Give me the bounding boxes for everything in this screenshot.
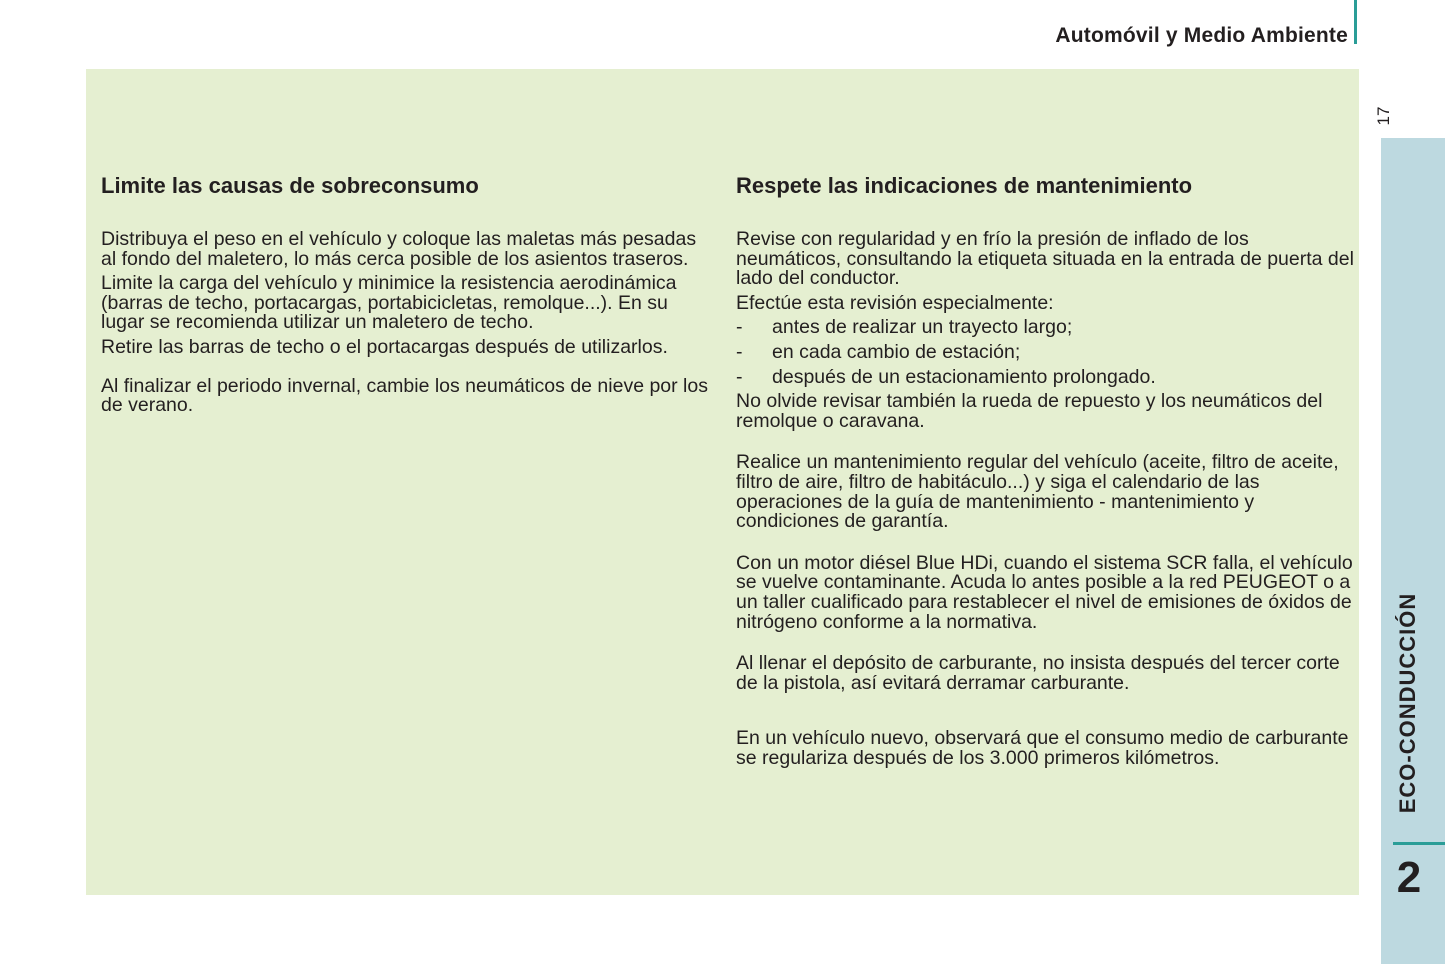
list-item-text: antes de realizar un trayecto largo; [772,316,1073,339]
right-intro-paragraph: Revise con regularidad y en frío la presión de inflado de los neumáticos, consultando la etiqueta situada en la entrada de puerta del lado del conductor. [736,228,1354,290]
right-paragraph: En un vehículo nuevo, observará que el consumo medio de carburante se regulariza después de los 3.000 primeros kilómetros. [736,727,1349,769]
list-intro: Efectúe esta revisión especialmente: [736,291,1054,314]
right-paragraph: Con un motor diésel Blue HDi, cuando el sistema SCR falla, el vehículo se vuelve contaminante. Acuda lo antes posible a la red PEUGEOT o a un taller cualificado para restablecer el nivel de emisiones de óxidos de nitrógeno conforme a la normativa. [736,551,1353,633]
list-item [736,318,1354,338]
page-number: 17 [1374,106,1393,126]
right-column [736,173,1354,773]
chapter-number: 2 [1396,853,1422,902]
section-label: ECO-CONDUCCIÓN [1395,592,1420,814]
left-paragraph: Limite la carga del vehículo y minimice la resistencia aerodinámica (barras de techo, portacargas, portabicicletas, remolque...). En su lugar se recomienda utilizar un maletero de techo. [101,272,677,334]
list-item-text: en cada cambio de estación; [772,340,1021,363]
list-item-text: después de un estacionamiento prolongado. [772,365,1156,388]
right-column-heading: Respete las indicaciones de mantenimiento [736,173,1193,198]
page-header-title: Automóvil y Medio Ambiente [1055,24,1348,47]
right-paragraph: Al llenar el depósito de carburante, no insista después del tercer corte de la pistola, así evitará derramar carburante. [736,652,1340,694]
chapter-side-panel [1381,138,1445,964]
list-item [736,365,1354,388]
header-accent-rule [1354,0,1357,44]
left-column [101,173,711,421]
left-column-heading: Limite las causas de sobreconsumo [101,173,479,198]
left-paragraph: Retire las barras de techo o el portacargas después de utilizarlos. [101,335,668,358]
dash-bullet: - [736,340,743,363]
dash-bullet: - [736,316,743,339]
check-list [736,318,1354,387]
list-item [736,340,1354,363]
chapter-accent-rule [1393,842,1445,845]
left-paragraph: Al finalizar el periodo invernal, cambie los neumáticos de nieve por los de verano. [101,374,708,417]
left-paragraph: Distribuya el peso en el vehículo y coloque las maletas más pesadas al fondo del maletero, lo más cerca posible de los asientos traseros. [101,228,697,270]
right-paragraph: No olvide revisar también la rueda de repuesto y los neumáticos del remolque o caravana. [736,390,1323,432]
right-paragraph: Realice un mantenimiento regular del vehículo (aceite, filtro de aceite, filtro de aire, filtro de habitáculo...) y siga el calendario de las operaciones de la guía de mantenimiento - mantenimiento y condiciones de garantía. [736,451,1339,533]
dash-bullet: - [736,365,743,388]
